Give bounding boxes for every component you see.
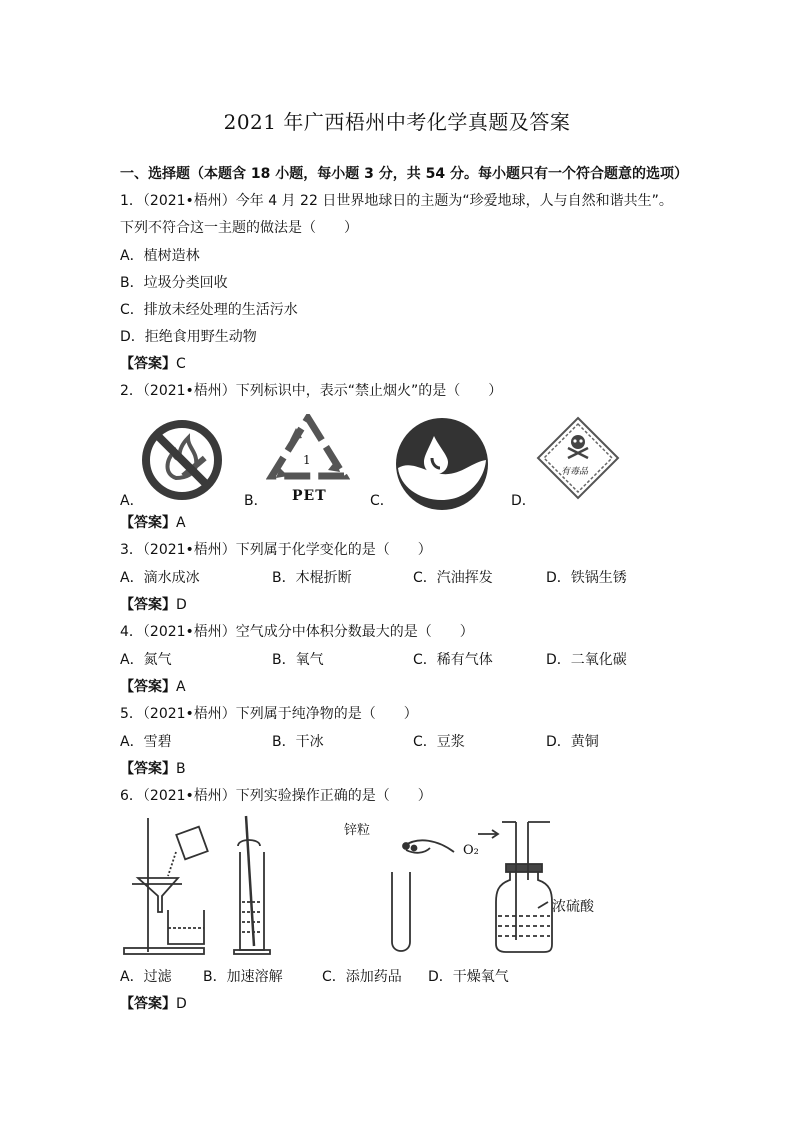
q6-option-d: D．干燥氧气 — [428, 969, 509, 985]
q4-answer — [120, 678, 186, 696]
q1-answer — [120, 355, 186, 373]
q3-option-c: C．汽油挥发 — [413, 570, 493, 586]
q3-answer — [120, 596, 187, 614]
q4-answer-value: A — [176, 679, 186, 695]
no-fire-sign-icon — [140, 418, 224, 502]
q3-option-b: B．木棍折断 — [272, 570, 352, 586]
q1-stem-line1: 1．（2021•梧州）今年 4 月 22 日世界地球日的主题为“珍爱地球，人与自然和谐共生”。 — [120, 193, 673, 209]
q6-option-a: A．过滤 — [120, 969, 172, 985]
toxic-label: 有毒品 — [561, 467, 589, 477]
q1-option-d: D．拒绝食用野生动物 — [120, 329, 257, 345]
q3-option-d: D．铁锅生锈 — [546, 570, 627, 586]
acid-label: 浓硫酸 — [552, 899, 594, 915]
answer-label: 【答案】 — [120, 515, 176, 531]
water-sign-icon — [394, 416, 490, 512]
q6-stem: 6．（2021•梧州）下列实验操作正确的是（ ） — [120, 788, 432, 804]
q4-option-d: D．二氧化碳 — [546, 652, 627, 668]
q5-stem: 5．（2021•梧州）下列属于纯净物的是（ ） — [120, 706, 418, 722]
toxic-sign-icon — [534, 414, 622, 502]
recycle-sign-icon — [266, 414, 350, 484]
test-tube-zinc-icon — [392, 840, 454, 951]
q4-option-c: C．稀有气体 — [413, 652, 493, 668]
zinc-label: 锌粒 — [344, 823, 371, 838]
q5-answer-value: B — [176, 761, 186, 777]
answer-label: 【答案】 — [120, 679, 176, 695]
q4-option-a: A．氮气 — [120, 652, 172, 668]
q4-option-b: B．氧气 — [272, 652, 324, 668]
q5-option-b: B．干冰 — [272, 734, 324, 750]
answer-label: 【答案】 — [120, 597, 176, 613]
answer-label: 【答案】 — [120, 996, 176, 1012]
q5-option-c: C．豆浆 — [413, 734, 465, 750]
q1-option-c: C．排放未经处理的生活污水 — [120, 302, 298, 318]
q1-option-a: A．植树造林 — [120, 248, 200, 264]
q3-option-a: A．滴水成冰 — [120, 570, 200, 586]
q1-stem-line2: 下列不符合这一主题的做法是（ ） — [120, 220, 358, 236]
q1-answer-value: C — [176, 356, 186, 372]
q6-answer — [120, 995, 187, 1013]
cylinder-stirring-icon — [234, 816, 270, 954]
filtration-apparatus-icon — [124, 818, 208, 954]
section-heading: 一、选择题（本题含 18 小题，每小题 3 分，共 54 分。每小题只有一个符合题意的选项） — [120, 166, 688, 182]
q5-answer — [120, 760, 186, 778]
q6-answer-value: D — [176, 996, 187, 1012]
recycle-label: PET — [292, 488, 327, 504]
q3-answer-value: D — [176, 597, 187, 613]
q5-option-a: A．雪碧 — [120, 734, 172, 750]
q6-option-b: B．加速溶解 — [203, 969, 283, 985]
recycle-number: 1 — [303, 453, 311, 467]
q2-option-b: B． — [244, 493, 268, 509]
answer-label: 【答案】 — [120, 761, 176, 777]
q2-stem: 2．（2021•梧州）下列标识中，表示“禁止烟火”的是（ ） — [120, 383, 503, 399]
gas-bottle-icon — [478, 822, 552, 952]
q2-answer — [120, 514, 186, 532]
q6-option-c: C．添加药品 — [322, 969, 402, 985]
q2-answer-value: A — [176, 515, 186, 531]
q3-stem: 3．（2021•梧州）下列属于化学变化的是（ ） — [120, 542, 432, 558]
answer-label: 【答案】 — [120, 356, 176, 372]
q4-stem: 4．（2021•梧州）空气成分中体积分数最大的是（ ） — [120, 624, 474, 640]
q1-option-b: B．垃圾分类回收 — [120, 275, 228, 291]
page-title: 2021 年广西梧州中考化学真题及答案 — [223, 110, 571, 134]
q5-option-d: D．黄铜 — [546, 734, 599, 750]
q2-option-c: C． — [370, 493, 394, 509]
o2-label: O₂ — [463, 843, 479, 858]
q2-option-a: A． — [120, 493, 144, 509]
q2-option-d: D． — [511, 493, 536, 509]
